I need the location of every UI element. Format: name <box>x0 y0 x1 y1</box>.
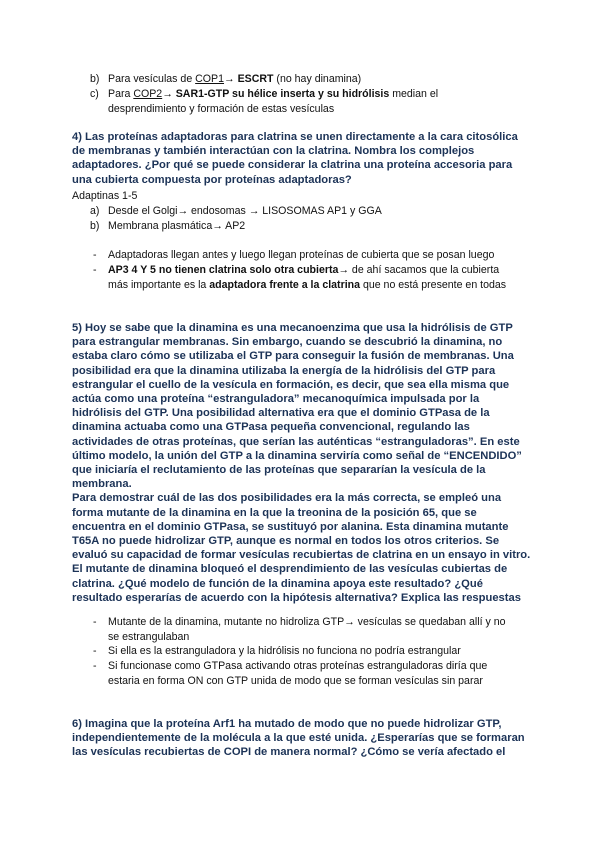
list-item-membrana: Membrana plasmática→ AP2 <box>108 220 246 232</box>
question-4 <box>72 130 592 187</box>
bullet-adaptadoras: Adaptadoras llegan antes y luego llegan proteínas de cubierta que se posan luego <box>108 249 495 261</box>
question-5 <box>72 321 596 605</box>
question-line: evaluó su capacidad de formar vesículas recubiertas de clatrina en un ensayo in vitro. <box>72 549 531 562</box>
question-line: Para demostrar cuál de las dos posibilidades era la más correcta, se empleó una <box>72 492 502 505</box>
question-line: último modelo, la unión del GTP a la dinamina serviría como señal de “ENCENDIDO” <box>72 449 522 462</box>
answer-line: estaria en forma ON con GTP unida de modo que se forman vesículas sin parar <box>108 674 483 687</box>
text-run: desprendimiento y formación de estas vesículas <box>108 102 335 115</box>
question-line: posibilidad era que la dinamina utilizaba la energía de la hidrólisis del GTP para <box>72 364 496 377</box>
answer-item-1 <box>108 615 588 644</box>
bold-run: AP3 4 Y 5 no tienen clatrina solo otra cubierta <box>108 264 339 276</box>
text-run: → <box>162 88 176 100</box>
bullet-ap345 <box>108 263 588 292</box>
question-line: membrana. <box>72 478 132 491</box>
dash-marker: - <box>93 249 97 261</box>
list-marker-a: a) <box>90 205 100 217</box>
question-line: independientemente de la molécula a la que esté unida. ¿Esperarías que se formaran <box>72 732 525 745</box>
question-line: hidrólisis del GTP. Una posibilidad alternativa era que el dominio GTPasa de la <box>72 407 490 420</box>
question-line: actúa como una proteína “estranguladora” mecanoquímica impulsada por la <box>72 393 480 406</box>
cop2-underlined: COP2 <box>133 88 163 100</box>
answer-line: se estrangulaban <box>108 630 190 643</box>
text-run: Para vesículas de <box>108 73 196 85</box>
list-marker-c: c) <box>90 88 99 100</box>
question-line: T65A no puede hidrolizar GTP, aunque es normal en todos los otros criterios. Se <box>72 535 500 548</box>
list-marker-b: b) <box>90 73 100 85</box>
question-line: 6) Imagina que la proteína Arf1 ha mutado de modo que no puede hidrolizar GTP, <box>72 718 502 730</box>
dash-marker: - <box>93 264 97 276</box>
question-line: clatrina. ¿Qué modelo de función de la dinamina apoya este resultado? ¿Qué <box>72 577 483 590</box>
answer-line: Mutante de la dinamina, mutante no hidroliza GTP→ vesículas se quedaban allí y no <box>108 616 506 628</box>
question-line: estaba claro cómo se utilizaba el GTP para conseguir la fusión de membranas. Una <box>72 350 514 363</box>
question-line: una cubierta compuesta por proteínas adaptadoras? <box>72 173 352 186</box>
question-line: de membranas y también interactúan con la clatrina. Nombra los complejos <box>72 145 475 158</box>
text-run: más importante es la <box>108 278 210 291</box>
question-line: para estrangular membranas. Sin embargo, cuando se descubrió la dinamina, no <box>72 336 503 349</box>
question-line: que iniciaría el reclutamiento de las proteínas que separarían la vesícula de la <box>72 464 486 477</box>
question-line: El mutante de dinamina bloqueó el desprendimiento de las vesículas cubiertas de <box>72 563 508 576</box>
text-run: que no está presente en todas <box>360 278 507 291</box>
dash-marker: - <box>93 645 97 657</box>
answer-line: Si ella es la estranguladora y la hidrólisis no funciona no podría estrangular <box>108 645 461 657</box>
dash-marker: - <box>93 616 97 628</box>
bold-run: ESCRT <box>237 73 274 85</box>
question-line: resultado esperarías de acuerdo con la hipótesis alternativa? Explica las respuestas <box>72 591 521 604</box>
list-item-golgi: Desde el Golgi→ endosomas → LISOSOMAS AP1 y GGA <box>108 205 382 217</box>
question-line: encuentra en el dominio GTPasa, se sustituyó por alanina. Esta dinamina mutante <box>72 520 509 533</box>
question-line: forma mutante de la dinamina en la que la treonina de la posición 65, que se <box>72 506 477 519</box>
text-run: Para <box>108 88 134 100</box>
answer-item-2 <box>108 644 588 659</box>
question-line: adaptadores. ¿Por qué se puede considerar la clatrina una proteína accesoria para <box>72 159 513 172</box>
question-6 <box>72 717 596 760</box>
question-line: 5) Hoy se sabe que la dinamina es una mecanoenzima que usa la hidrólisis de GTP <box>72 322 513 334</box>
text-run: median el <box>389 88 439 100</box>
question-line: actividades de otras proteínas, que serían las auténticas “estranguladoras”. En este <box>72 435 520 448</box>
list-item-c <box>108 87 578 116</box>
question-line: estrangular el cuello de la vesícula en formación, es decir, que sea ella misma que <box>72 378 510 391</box>
list-item-b <box>108 72 578 87</box>
list-marker-b: b) <box>90 220 100 232</box>
text-run: (no hay dinamina) <box>273 73 362 85</box>
question-line: dinamina actuaba como una GTPasa pequeña convencional, regulando las <box>72 421 470 434</box>
dash-marker: - <box>93 660 97 672</box>
question-line: las vesículas recubiertas de COPI de manera normal? ¿Cómo se vería afectado el <box>72 746 506 759</box>
text-run: → de ahí sacamos que la cubierta <box>338 264 500 276</box>
question-line: 4) Las proteínas adaptadoras para clatrina se unen directamente a la cara citosólica <box>72 131 518 143</box>
cop1-underlined: COP1 <box>195 73 225 85</box>
bold-run: adaptadora frente a la clatrina <box>209 278 360 291</box>
answer-intro: Adaptinas 1-5 <box>72 190 138 202</box>
answer-line: Si funcionase como GTPasa activando otras proteínas estranguladoras diría que <box>108 660 488 672</box>
bold-run: SAR1-GTP su hélice inserta y su hidrólisis <box>175 88 390 100</box>
answer-item-3 <box>108 659 588 688</box>
text-run: → <box>224 73 238 85</box>
